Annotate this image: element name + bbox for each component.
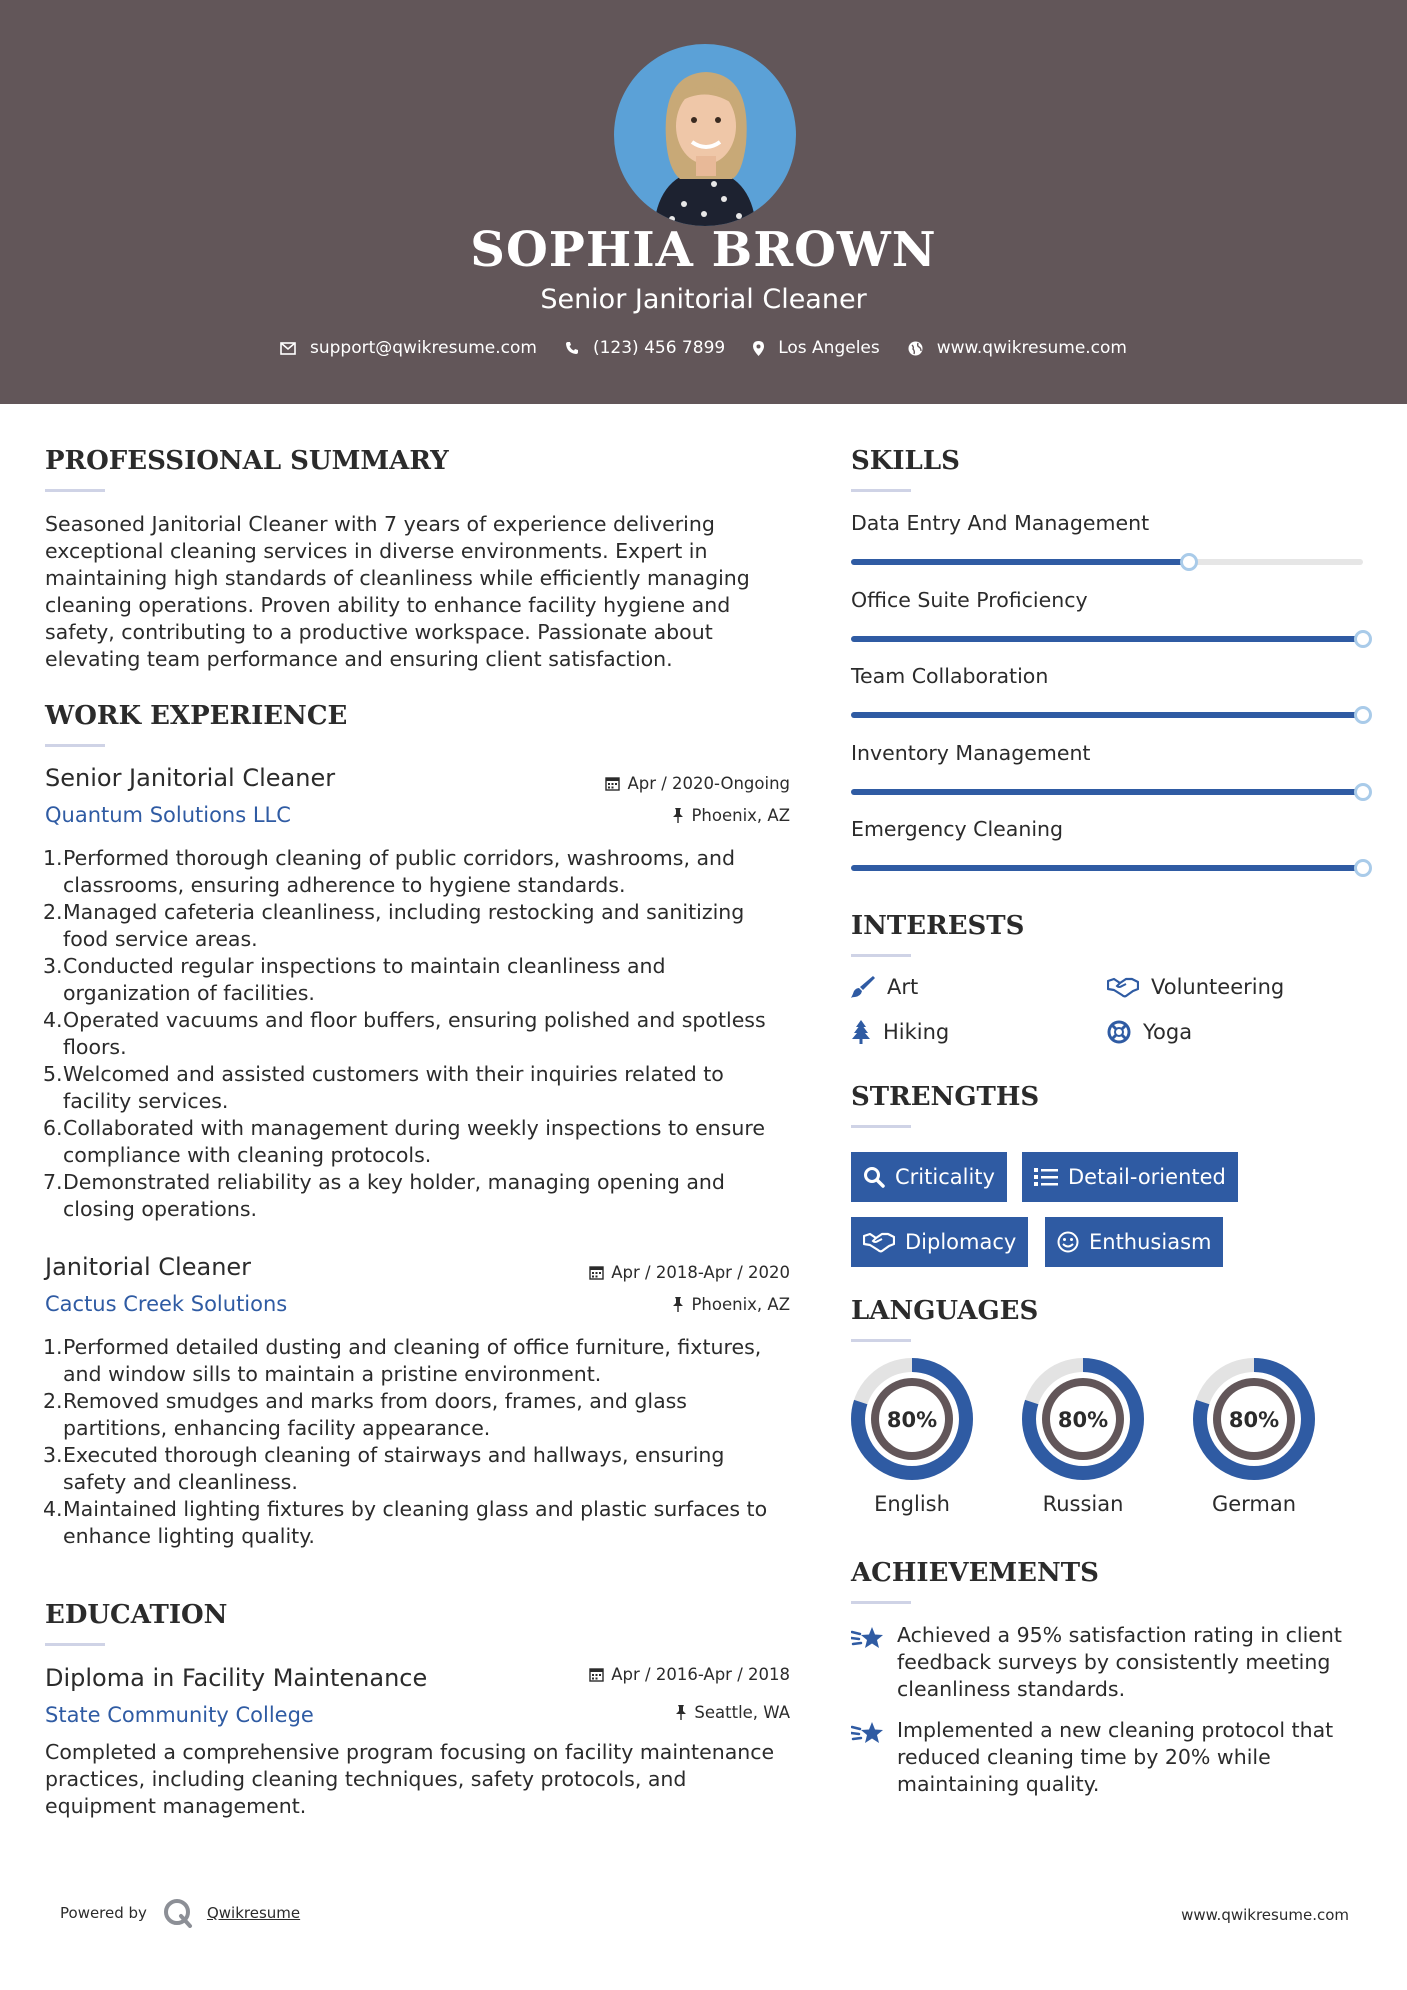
paint-brush-icon bbox=[851, 975, 875, 999]
job-dates-text: Apr / 2020-Ongoing bbox=[627, 774, 790, 793]
languages-heading: LANGUAGES bbox=[851, 1296, 1039, 1326]
skill-level-bar bbox=[851, 712, 1363, 718]
achievement-item bbox=[851, 1717, 1371, 1798]
job-location-text: Phoenix, AZ bbox=[691, 1295, 790, 1314]
skill-level-knob bbox=[1354, 630, 1372, 648]
phone-text: (123) 456 7899 bbox=[592, 338, 726, 358]
skill-label: Office Suite Proficiency bbox=[851, 587, 1088, 612]
strength-tag-detail-oriented bbox=[1022, 1152, 1238, 1202]
contact-bar bbox=[0, 338, 1407, 358]
language-gauge bbox=[851, 1358, 973, 1480]
skill-level-knob bbox=[1354, 706, 1372, 724]
qwikresume-logo-icon bbox=[163, 1898, 193, 1928]
interest-label: Yoga bbox=[1143, 1020, 1193, 1044]
strength-tag-criticality bbox=[851, 1152, 1007, 1202]
education-underline bbox=[45, 1643, 105, 1646]
smile-icon bbox=[1057, 1231, 1079, 1253]
handshake-icon bbox=[1107, 976, 1139, 998]
language-donut bbox=[851, 1358, 973, 1480]
skill-level-fill bbox=[851, 559, 1189, 565]
education-dates-text: Apr / 2016-Apr / 2018 bbox=[611, 1665, 790, 1684]
tree-icon bbox=[851, 1020, 871, 1044]
interest-item-art bbox=[851, 975, 918, 999]
contact-email[interactable] bbox=[280, 338, 537, 358]
interests-underline bbox=[851, 954, 911, 957]
skill-label: Data Entry And Management bbox=[851, 511, 1150, 535]
skill-level-knob bbox=[1354, 859, 1372, 877]
envelope-icon bbox=[280, 342, 296, 355]
education-dates bbox=[589, 1665, 790, 1684]
list-item: 4. Operated vacuums and floor buffers, ensuring polished and spotless floors. bbox=[43, 1008, 766, 1059]
strength-label: Criticality bbox=[895, 1165, 995, 1189]
job-dates bbox=[605, 774, 790, 793]
experience-heading: WORK EXPERIENCE bbox=[45, 701, 348, 731]
language-donut bbox=[1193, 1358, 1315, 1480]
skill-level-bar bbox=[851, 636, 1363, 642]
achievement-text: Implemented a new cleaning protocol that reduced cleaning time by 20% while maintaining quality. bbox=[897, 1718, 1334, 1796]
qwikresume-link[interactable]: Qwikresume bbox=[206, 1904, 301, 1922]
skill-level-fill bbox=[851, 789, 1363, 795]
strength-tag-enthusiasm bbox=[1045, 1217, 1223, 1267]
interests-heading: INTERESTS bbox=[851, 911, 1025, 941]
location-text: Los Angeles bbox=[778, 338, 880, 358]
interest-item-yoga bbox=[1107, 1020, 1192, 1044]
footer-powered-by bbox=[60, 1898, 300, 1928]
calendar-icon bbox=[589, 1667, 604, 1682]
list-item: 3. Conducted regular inspections to maintain cleanliness and organization of facilities. bbox=[43, 954, 666, 1005]
pin-icon bbox=[672, 1297, 684, 1312]
summary-text: Seasoned Janitorial Cleaner with 7 years of experience delivering exceptional cleaning services in diverse environments. Expert in maintaining high standards of cleanliness while efficiently managing cleaning operations. Proven ability to enhance facility hygiene and safety, contributing to a productive workspace. Passionate about elevating team performance and ensuring client satisfaction. bbox=[45, 512, 750, 671]
degree-title: Diploma in Facility Maintenance bbox=[45, 1664, 428, 1692]
email-text: support@qwikresume.com bbox=[310, 338, 537, 358]
contact-location bbox=[753, 338, 880, 358]
job-dates-text: Apr / 2018-Apr / 2020 bbox=[611, 1263, 790, 1282]
language-gauge bbox=[1193, 1358, 1315, 1480]
language-percent: 80% bbox=[1057, 1408, 1109, 1432]
calendar-icon bbox=[589, 1265, 604, 1280]
achievements-underline bbox=[851, 1601, 911, 1604]
list-item: 4. Maintained lighting fixtures by cleaning glass and plastic surfaces to enhance lighting quality. bbox=[43, 1497, 768, 1548]
phone-icon bbox=[565, 341, 579, 355]
achievement-text: Achieved a 95% satisfaction rating in client feedback surveys by consistently meeting cleanliness standards. bbox=[897, 1623, 1342, 1701]
job-location bbox=[672, 806, 790, 825]
search-icon bbox=[863, 1166, 885, 1188]
list-item: 3. Executed thorough cleaning of stairways and hallways, ensuring safety and cleanliness. bbox=[43, 1443, 725, 1494]
job-dates bbox=[589, 1263, 790, 1282]
list-item: 5. Welcomed and assisted customers with their inquiries related to facility services. bbox=[43, 1062, 724, 1113]
language-name: English bbox=[874, 1492, 950, 1516]
interest-label: Volunteering bbox=[1151, 975, 1285, 999]
calendar-icon bbox=[605, 776, 620, 791]
language-name: German bbox=[1211, 1492, 1297, 1516]
strengths-underline bbox=[851, 1125, 911, 1128]
skill-level-knob bbox=[1180, 553, 1198, 571]
skill-label: Emergency Cleaning bbox=[851, 817, 1064, 841]
summary-underline bbox=[45, 489, 105, 492]
strengths-heading: STRENGTHS bbox=[851, 1082, 1040, 1112]
candidate-role: Senior Janitorial Cleaner bbox=[540, 284, 867, 315]
languages-underline bbox=[851, 1339, 911, 1342]
company-name: Cactus Creek Solutions bbox=[45, 1292, 288, 1316]
skill-level-fill bbox=[851, 712, 1363, 718]
footer-website[interactable]: www.qwikresume.com bbox=[1181, 1906, 1349, 1924]
language-percent: 80% bbox=[1228, 1408, 1280, 1432]
company-name: Quantum Solutions LLC bbox=[45, 803, 291, 827]
achievement-item bbox=[851, 1622, 1371, 1703]
experience-underline bbox=[45, 744, 105, 747]
profile-photo bbox=[614, 44, 796, 226]
contact-phone[interactable] bbox=[565, 338, 725, 358]
job-title: Senior Janitorial Cleaner bbox=[45, 764, 336, 792]
list-icon bbox=[1034, 1167, 1058, 1187]
skill-label: Team Collaboration bbox=[851, 664, 1049, 688]
website-text: www.qwikresume.com bbox=[936, 338, 1127, 358]
interest-label: Hiking bbox=[883, 1020, 950, 1044]
skills-heading: SKILLS bbox=[851, 446, 960, 476]
strength-label: Diplomacy bbox=[905, 1230, 1017, 1254]
job-title: Janitorial Cleaner bbox=[45, 1253, 252, 1281]
job-location-text: Phoenix, AZ bbox=[691, 806, 790, 825]
interest-item-volunteering bbox=[1107, 975, 1284, 999]
summary-heading: PROFESSIONAL SUMMARY bbox=[45, 446, 449, 476]
pin-icon bbox=[675, 1705, 687, 1720]
handshake-icon bbox=[863, 1231, 895, 1253]
skill-level-fill bbox=[851, 865, 1363, 871]
strength-label: Enthusiasm bbox=[1089, 1230, 1212, 1254]
language-gauge bbox=[1022, 1358, 1144, 1480]
list-item: 2. Managed cafeteria cleanliness, including restocking and sanitizing food service areas. bbox=[43, 900, 745, 951]
globe-icon bbox=[908, 341, 923, 356]
skill-level-fill bbox=[851, 636, 1363, 642]
strength-label: Detail-oriented bbox=[1068, 1165, 1226, 1189]
skill-label: Inventory Management bbox=[851, 740, 1091, 765]
shooting-star-icon bbox=[851, 1721, 885, 1747]
list-item: 2. Removed smudges and marks from doors, frames, and glass partitions, enhancing facility appearance. bbox=[43, 1389, 687, 1440]
list-item: 1. Performed detailed dusting and cleaning of office furniture, fixtures, and window sills to maintain a pristine environment. bbox=[43, 1335, 762, 1386]
list-item: 6. Collaborated with management during weekly inspections to ensure compliance with cleaning protocols. bbox=[43, 1116, 765, 1167]
resume-header bbox=[0, 0, 1407, 404]
education-heading: EDUCATION bbox=[45, 1600, 228, 1630]
education-description: Completed a comprehensive program focusing on facility maintenance practices, including cleaning techniques, safety protocols, and equipment management. bbox=[45, 1740, 775, 1818]
job-duties-list bbox=[45, 1334, 790, 1550]
achievements-heading: ACHIEVEMENTS bbox=[851, 1558, 1099, 1588]
candidate-name: SOPHIA BROWN bbox=[470, 222, 937, 278]
education-location bbox=[675, 1703, 790, 1722]
language-donut bbox=[1022, 1358, 1144, 1480]
skill-level-bar bbox=[851, 789, 1363, 795]
list-item: 7. Demonstrated reliability as a key holder, managing opening and closing operations. bbox=[43, 1170, 725, 1221]
skill-level-bar bbox=[851, 865, 1363, 871]
strength-tag-diplomacy bbox=[851, 1217, 1028, 1267]
language-name: Russian bbox=[1042, 1492, 1124, 1516]
contact-website[interactable] bbox=[908, 338, 1127, 358]
skill-level-bar bbox=[851, 559, 1363, 565]
list-item: 1. Performed thorough cleaning of public corridors, washrooms, and classrooms, ensuring adherence to hygiene standards. bbox=[43, 846, 736, 897]
skill-level-knob bbox=[1354, 783, 1372, 801]
pin-icon bbox=[672, 808, 684, 823]
job-duties-list bbox=[45, 845, 790, 1223]
interest-label: Art bbox=[887, 975, 919, 999]
map-marker-icon bbox=[753, 341, 764, 356]
school-name: State Community College bbox=[45, 1703, 314, 1727]
shooting-star-icon bbox=[851, 1626, 885, 1652]
interest-item-hiking bbox=[851, 1020, 949, 1044]
education-location-text: Seattle, WA bbox=[694, 1703, 790, 1722]
life-ring-icon bbox=[1107, 1020, 1131, 1044]
powered-by-label: Powered by bbox=[60, 1904, 147, 1922]
job-location bbox=[672, 1295, 790, 1314]
skills-underline bbox=[851, 489, 911, 492]
language-percent: 80% bbox=[886, 1408, 938, 1432]
